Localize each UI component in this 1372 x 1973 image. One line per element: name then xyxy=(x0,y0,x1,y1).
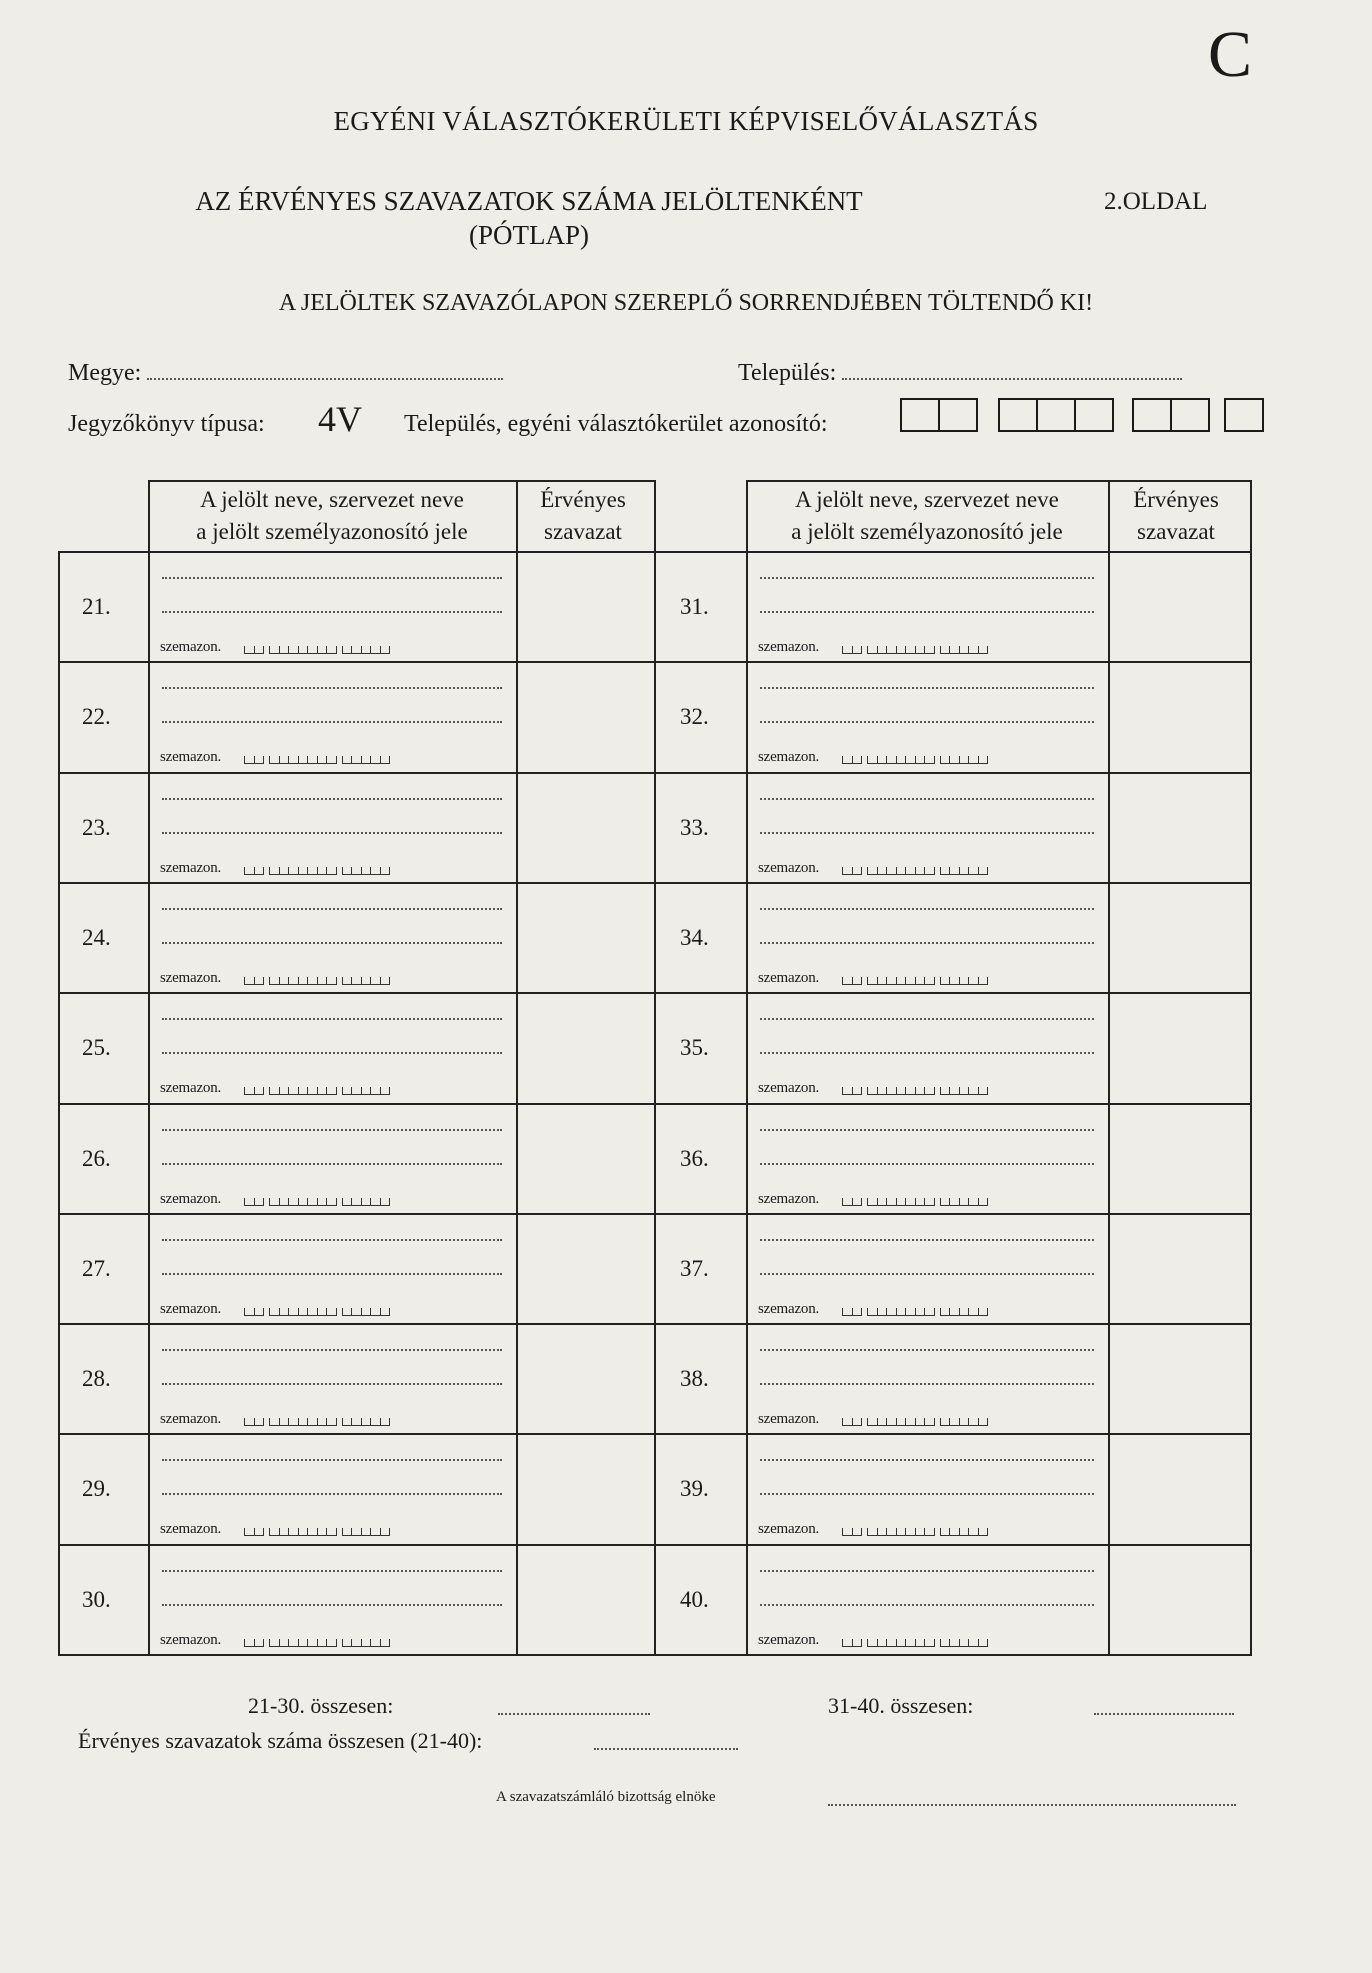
personal-id-label: szemazon. xyxy=(160,859,222,876)
id-digit-ticks[interactable] xyxy=(244,645,395,654)
candidate-row-number: 27. xyxy=(82,1255,111,1281)
personal-id-label: szemazon. xyxy=(160,1190,222,1207)
personal-id-label: szemazon. xyxy=(758,859,820,876)
table-header-border xyxy=(654,480,656,551)
table-header-border xyxy=(746,480,1250,482)
right-candidate-name-line[interactable] xyxy=(760,798,1094,800)
id-digit-ticks[interactable] xyxy=(842,1307,993,1316)
left-candidate-name-line[interactable] xyxy=(162,577,502,579)
candidate-row-number: 22. xyxy=(82,704,111,730)
personal-id-label: szemazon. xyxy=(758,1300,820,1317)
page-subtitle xyxy=(104,184,954,252)
id-digit-ticks[interactable] xyxy=(244,1417,395,1426)
candidate-row-number: 39. xyxy=(680,1476,709,1502)
right-candidate-name-line[interactable] xyxy=(760,1273,1094,1275)
candidate-row-number: 21. xyxy=(82,594,111,619)
page-number: 2.OLDAL xyxy=(1104,188,1208,215)
id-digit-box[interactable] xyxy=(998,398,1038,432)
id-digit-ticks[interactable] xyxy=(244,1527,395,1536)
total-31-40-label: 31-40. összesen: xyxy=(828,1693,974,1718)
settlement-input[interactable] xyxy=(842,378,1182,380)
personal-id-label: szemazon. xyxy=(160,1521,222,1538)
id-digit-box[interactable] xyxy=(900,398,940,432)
right-candidate-name-line[interactable] xyxy=(760,1604,1094,1606)
candidate-row-number: 40. xyxy=(680,1586,709,1612)
left-candidate-name-line[interactable] xyxy=(162,798,502,800)
personal-id-label: szemazon. xyxy=(758,1631,820,1648)
page-title: EGYÉNI VÁLASZTÓKERÜLETI KÉPVISELŐVÁLASZTÁS xyxy=(333,106,1039,136)
candidate-row-number: 37. xyxy=(680,1255,709,1281)
id-digit-ticks[interactable] xyxy=(244,755,395,764)
table-column-border xyxy=(516,551,518,1656)
left-candidate-name-line[interactable] xyxy=(162,1493,502,1495)
id-digit-box[interactable] xyxy=(1074,398,1114,432)
table-header-border xyxy=(746,480,748,551)
right-candidate-name-line[interactable] xyxy=(760,1239,1094,1241)
id-digit-ticks[interactable] xyxy=(842,1638,993,1647)
form-variant-letter: C xyxy=(1208,18,1253,91)
votes-column-header-left xyxy=(516,484,650,548)
candidate-row-number: 25. xyxy=(82,1035,111,1061)
left-candidate-name-line[interactable] xyxy=(162,1273,502,1275)
candidate-row-number: 23. xyxy=(82,814,111,840)
candidate-row-number: 31. xyxy=(680,594,709,619)
candidate-row-number: 38. xyxy=(680,1366,709,1392)
right-candidate-name-line[interactable] xyxy=(760,942,1094,944)
table-column-border xyxy=(746,551,748,1656)
right-candidate-name-line[interactable] xyxy=(760,908,1094,910)
candidate-row-number: 34. xyxy=(680,924,709,950)
candidate-row-number: 36. xyxy=(680,1145,709,1171)
left-candidate-name-line[interactable] xyxy=(162,1163,502,1165)
id-digit-ticks[interactable] xyxy=(842,755,993,764)
table-header-border xyxy=(148,480,654,482)
right-candidate-name-line[interactable] xyxy=(760,1018,1094,1020)
id-digit-box[interactable] xyxy=(938,398,978,432)
candidate-row-number: 32. xyxy=(680,704,709,730)
table-header-border xyxy=(1250,480,1252,551)
left-candidate-name-line[interactable] xyxy=(162,832,502,834)
left-candidate-name-line[interactable] xyxy=(162,1349,502,1351)
personal-id-label: szemazon. xyxy=(160,639,222,655)
settlement-label: Település: xyxy=(738,360,837,386)
grand-total-label: Érvényes szavazatok száma összesen (21-40): xyxy=(78,1728,483,1753)
signature-label: A szavazatszámláló bizottság elnöke xyxy=(496,1789,716,1805)
right-candidate-name-line[interactable] xyxy=(760,611,1094,613)
candidate-row-number: 35. xyxy=(680,1035,709,1061)
left-candidate-name-line[interactable] xyxy=(162,1570,502,1572)
report-type-label: Jegyzőkönyv típusa: xyxy=(68,411,265,437)
left-candidate-name-line[interactable] xyxy=(162,942,502,944)
left-candidate-name-line[interactable] xyxy=(162,1018,502,1020)
personal-id-label: szemazon. xyxy=(160,1080,222,1097)
personal-id-label: szemazon. xyxy=(160,749,222,766)
header-line: szavazat xyxy=(544,519,622,544)
signature-line[interactable] xyxy=(828,1804,1236,1806)
county-field xyxy=(68,360,503,387)
total-31-40-input[interactable] xyxy=(1094,1713,1234,1715)
id-digit-ticks[interactable] xyxy=(842,1086,993,1095)
left-candidate-name-line[interactable] xyxy=(162,1239,502,1241)
right-candidate-name-line[interactable] xyxy=(760,832,1094,834)
table-column-border xyxy=(148,551,150,1656)
settlement-field xyxy=(738,360,1182,387)
table-column-border xyxy=(654,551,656,1656)
personal-id-label: szemazon. xyxy=(758,1080,820,1097)
right-candidate-name-line[interactable] xyxy=(760,1163,1094,1165)
id-digit-ticks[interactable] xyxy=(842,976,993,985)
total-21-30-label: 21-30. összesen: xyxy=(248,1693,394,1718)
personal-id-label: szemazon. xyxy=(160,1300,222,1317)
right-candidate-name-line[interactable] xyxy=(760,577,1094,579)
header-line: Érvényes xyxy=(1133,487,1219,512)
header-line: a jelölt személyazonosító jele xyxy=(196,519,468,544)
id-digit-ticks[interactable] xyxy=(842,1197,993,1206)
table-header-border xyxy=(148,480,150,551)
id-digit-box[interactable] xyxy=(1132,398,1172,432)
header-line: Érvényes xyxy=(540,487,626,512)
id-digit-ticks[interactable] xyxy=(244,1307,395,1316)
grand-total-input[interactable] xyxy=(594,1748,738,1750)
right-candidate-name-line[interactable] xyxy=(760,1349,1094,1351)
header-line: szavazat xyxy=(1137,519,1215,544)
right-candidate-name-line[interactable] xyxy=(760,721,1094,723)
table-header-border xyxy=(1108,480,1110,551)
id-digit-ticks[interactable] xyxy=(842,1527,993,1536)
candidate-row-number: 24. xyxy=(82,924,111,950)
county-label: Megye: xyxy=(68,360,142,386)
personal-id-label: szemazon. xyxy=(758,1411,820,1428)
id-digit-box[interactable] xyxy=(1036,398,1076,432)
personal-id-label: szemazon. xyxy=(160,1411,222,1428)
personal-id-label: szemazon. xyxy=(758,1190,820,1207)
left-candidate-name-line[interactable] xyxy=(162,1383,502,1385)
id-digit-ticks[interactable] xyxy=(842,645,993,654)
id-digit-box[interactable] xyxy=(1170,398,1210,432)
personal-id-label: szemazon. xyxy=(758,969,820,986)
personal-id-label: szemazon. xyxy=(758,749,820,766)
name-column-header-left xyxy=(148,484,516,548)
left-candidate-name-line[interactable] xyxy=(162,687,502,689)
left-candidate-name-line[interactable] xyxy=(162,1604,502,1606)
left-candidate-name-line[interactable] xyxy=(162,721,502,723)
right-candidate-name-line[interactable] xyxy=(760,1493,1094,1495)
candidate-row-number: 30. xyxy=(82,1586,111,1612)
header-line: A jelölt neve, szervezet neve xyxy=(795,487,1059,512)
report-type-value: 4V xyxy=(318,399,362,439)
personal-id-label: szemazon. xyxy=(758,1521,820,1538)
candidate-row-number: 33. xyxy=(680,814,709,840)
personal-id-label: szemazon. xyxy=(758,639,820,655)
name-column-header-right xyxy=(746,484,1108,548)
candidate-row-number: 28. xyxy=(82,1366,111,1392)
id-digit-box[interactable] xyxy=(1224,398,1264,432)
table-column-border xyxy=(1108,551,1110,1656)
id-digit-ticks[interactable] xyxy=(842,866,993,875)
right-candidate-name-line[interactable] xyxy=(760,687,1094,689)
right-candidate-name-line[interactable] xyxy=(760,1052,1094,1054)
table-column-border xyxy=(58,551,60,1656)
personal-id-label: szemazon. xyxy=(160,1631,222,1648)
right-candidate-name-line[interactable] xyxy=(760,1570,1094,1572)
id-digit-ticks[interactable] xyxy=(244,1638,395,1647)
left-candidate-name-line[interactable] xyxy=(162,611,502,613)
table-column-border xyxy=(1250,551,1252,1656)
subtitle-line-2: (PÓTLAP) xyxy=(469,220,589,250)
left-candidate-name-line[interactable] xyxy=(162,908,502,910)
id-digit-ticks[interactable] xyxy=(244,976,395,985)
id-digit-ticks[interactable] xyxy=(842,1417,993,1426)
id-digit-ticks[interactable] xyxy=(244,1197,395,1206)
left-candidate-name-line[interactable] xyxy=(162,1459,502,1461)
left-candidate-name-line[interactable] xyxy=(162,1052,502,1054)
right-candidate-name-line[interactable] xyxy=(760,1129,1094,1131)
fill-instruction: A JELÖLTEK SZAVAZÓLAPON SZEREPLŐ SORRENDJÉBEN TÖLTENDŐ KI! xyxy=(278,290,1094,316)
candidate-row-number: 26. xyxy=(82,1145,111,1171)
left-candidate-name-line[interactable] xyxy=(162,1129,502,1131)
right-candidate-name-line[interactable] xyxy=(760,1459,1094,1461)
subtitle-line-1: AZ ÉRVÉNYES SZAVAZATOK SZÁMA JELÖLTENKÉNT xyxy=(195,186,863,216)
right-candidate-name-line[interactable] xyxy=(760,1383,1094,1385)
district-id-label: Település, egyéni választókerület azonosító: xyxy=(404,411,828,437)
personal-id-label: szemazon. xyxy=(160,969,222,986)
votes-column-header-right xyxy=(1108,484,1244,548)
table-header-border xyxy=(516,480,518,551)
header-line: a jelölt személyazonosító jele xyxy=(791,519,1063,544)
county-input[interactable] xyxy=(147,378,503,380)
id-digit-ticks[interactable] xyxy=(244,1086,395,1095)
header-line: A jelölt neve, szervezet neve xyxy=(200,487,464,512)
id-digit-ticks[interactable] xyxy=(244,866,395,875)
total-21-30-input[interactable] xyxy=(498,1713,650,1715)
candidate-row-number: 29. xyxy=(82,1476,111,1502)
